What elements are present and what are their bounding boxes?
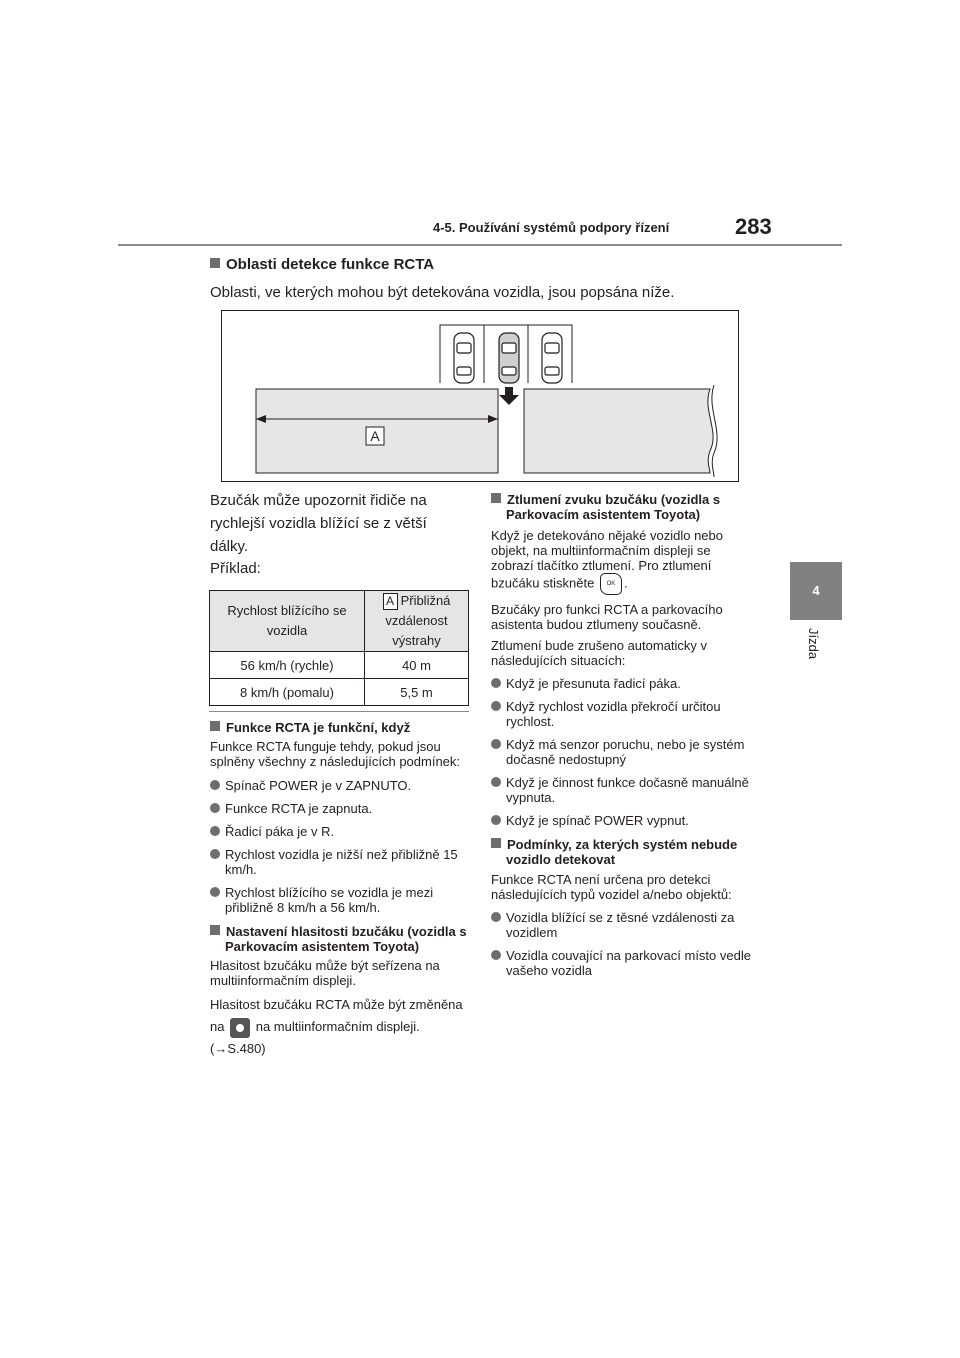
bullet-icon bbox=[491, 950, 501, 960]
bullet-icon bbox=[491, 739, 501, 749]
table-header-speed: Rychlost blížícího se vozidla bbox=[210, 591, 365, 652]
section-title: 4-5. Používání systémů podpory řízení bbox=[433, 220, 670, 235]
bullet-icon bbox=[491, 912, 501, 922]
square-bullet-icon bbox=[210, 925, 220, 935]
mute-text3: Ztlumení bude zrušeno automaticky v následujících situacích: bbox=[491, 638, 708, 668]
ok-button-icon: OK bbox=[600, 573, 622, 595]
bullet-icon bbox=[210, 887, 220, 897]
label-a-icon: A bbox=[383, 593, 398, 610]
list-item: Vozidla couvající na parkovací místo vedle vašeho vozidla bbox=[491, 948, 753, 978]
chapter-tab: 4 bbox=[790, 562, 842, 620]
bullet-icon bbox=[491, 701, 501, 711]
list-item: Funkce RCTA je zapnuta. bbox=[210, 801, 468, 816]
s2-title: Nastavení hlasitosti bzučáku (vozidla s Parkovacím asistentem Toyota) bbox=[210, 924, 468, 954]
square-bullet-icon bbox=[491, 493, 501, 503]
mute-text2: Bzučáky pro funkci RCTA a parkovacího asistenta budou ztlumeny současně. bbox=[491, 602, 723, 632]
s1-text: Funkce RCTA funguje tehdy, pokud jsou splněny všechny z následujících podmínek: bbox=[210, 739, 461, 769]
bullet-icon bbox=[491, 777, 501, 787]
table-header-distance: A Přibližná vzdálenost výstrahy bbox=[365, 591, 469, 652]
diagram-label-a: A bbox=[370, 428, 380, 444]
left-para2: Příklad: bbox=[210, 560, 261, 577]
page-number: 283 bbox=[735, 214, 772, 239]
parked-car-right-icon bbox=[542, 333, 562, 383]
nodetect-text: Funkce RCTA není určena pro detekci následujících typů vozidel a/nebo objektů: bbox=[491, 872, 732, 902]
list-item: Spínač POWER je v ZAPNUTO. bbox=[210, 778, 468, 793]
chapter-side-label bbox=[805, 628, 825, 688]
speed-table bbox=[209, 590, 469, 706]
mute-title: Ztlumení zvuku bzučáku (vozidla s Parkovacím asistentem Toyota) bbox=[491, 492, 753, 522]
left-para1: Bzučák může upozornit řidiče na rychlejší vozidla blížící se z větší dálky. bbox=[210, 492, 427, 555]
own-car-icon bbox=[499, 333, 519, 383]
reverse-arrow-icon bbox=[499, 387, 519, 405]
list-item: Když je činnost funkce dočasně manuálně vypnuta. bbox=[491, 775, 753, 805]
square-bullet-icon bbox=[210, 258, 220, 268]
diagram-svg bbox=[222, 311, 740, 483]
list-item: Vozidla blížící se z těsné vzdálenosti za vozidlem bbox=[491, 910, 753, 940]
rcta-detection-diagram bbox=[221, 310, 739, 482]
intro-text: Oblasti, ve kterých mohou být detekována vozidla, jsou popsána níže. bbox=[210, 284, 675, 301]
chapter-name: Jízda bbox=[806, 628, 821, 660]
right-col-sections bbox=[491, 492, 753, 978]
left-divider bbox=[209, 711, 469, 712]
list-item: Řadicí páka je v R. bbox=[210, 824, 468, 839]
square-bullet-icon bbox=[210, 721, 220, 731]
list-item: Když je spínač POWER vypnut. bbox=[491, 813, 753, 828]
list-item: Rychlost blížícího se vozidla je mezi přibližně 8 km/h a 56 km/h. bbox=[210, 885, 468, 915]
bullet-icon bbox=[210, 849, 220, 859]
list-item: Když je přesunuta řadicí páka. bbox=[491, 676, 753, 691]
nodetect-title: Podmínky, za kterých systém nebude vozidlo detekovat bbox=[491, 837, 753, 867]
header-divider bbox=[118, 244, 842, 246]
table-row: 8 km/h (pomalu) 5,5 m bbox=[210, 679, 469, 706]
s2-text2: Hlasitost bzučáku RCTA může být změněna na na multiinformačním displeji. (→S.480) bbox=[210, 997, 463, 1056]
bullet-icon bbox=[210, 780, 220, 790]
left-col-sections bbox=[210, 720, 468, 1060]
parked-car-left-icon bbox=[454, 333, 474, 383]
intro-title: Oblasti detekce funkce RCTA bbox=[210, 256, 434, 273]
bullet-icon bbox=[491, 815, 501, 825]
bullet-icon bbox=[210, 826, 220, 836]
mute-text: Když je detekováno nějaké vozidlo nebo objekt, na multiinformačním displeji se zobrazí tlačítko ztlumení. Pro ztlumení bzučáku stiskněte OK . bbox=[491, 528, 753, 595]
s1-title: Funkce RCTA je funkční, když bbox=[210, 720, 468, 735]
list-item: Rychlost vozidla je nižší než přibližně 15 km/h. bbox=[210, 847, 470, 877]
square-bullet-icon bbox=[491, 838, 501, 848]
s2-text1: Hlasitost bzučáku může být seřízena na multiinformačním displeji. bbox=[210, 958, 440, 988]
table-row: 56 km/h (rychle) 40 m bbox=[210, 652, 469, 679]
bullet-icon bbox=[491, 678, 501, 688]
bullet-icon bbox=[210, 803, 220, 813]
settings-gear-icon bbox=[230, 1018, 250, 1038]
list-item: Když rychlost vozidla překročí určitou rychlost. bbox=[491, 699, 753, 729]
list-item: Když má senzor poruchu, nebo je systém dočasně nedostupný bbox=[491, 737, 753, 767]
